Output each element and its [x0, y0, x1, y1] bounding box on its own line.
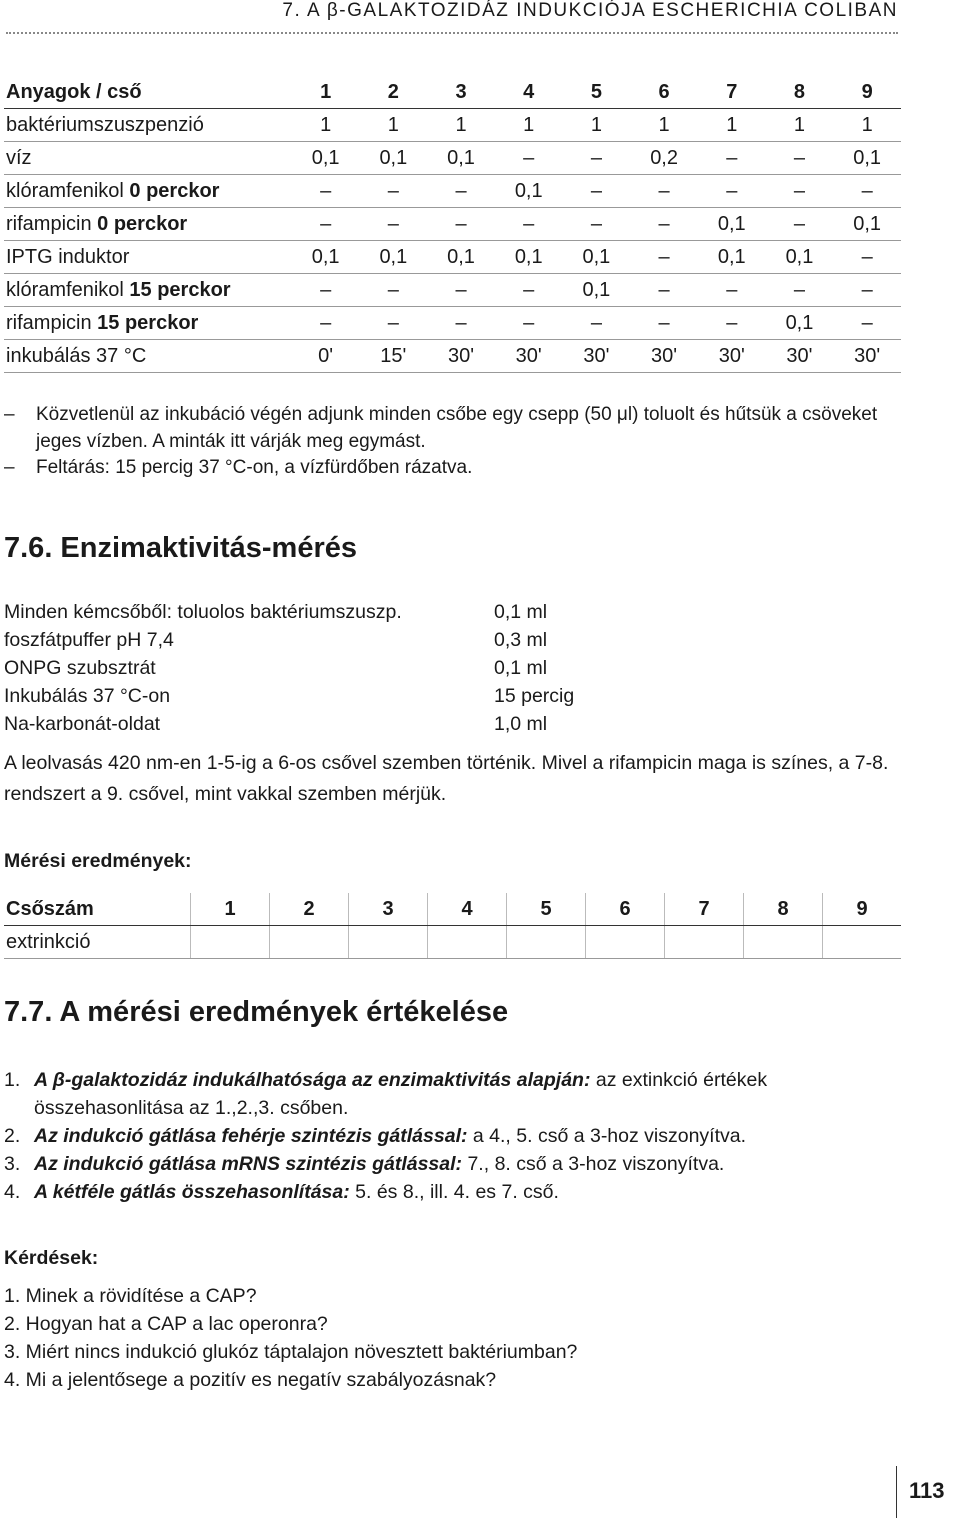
step-value: 0,1 ml — [494, 657, 548, 679]
evaluation-list — [4, 1066, 909, 1206]
row-label — [4, 241, 292, 274]
col-header: 9 — [833, 76, 901, 109]
item-bold-title: Az indukció gátlása mRNS szintézis gátlással: — [34, 1153, 463, 1175]
table-cell: – — [766, 274, 834, 307]
col-header: 9 — [823, 893, 902, 926]
step-label: Na-karbonát-oldat — [4, 713, 161, 735]
table-cell: – — [495, 208, 563, 241]
step-label: Minden kémcsőből: toluolos baktériumszuszp. — [4, 601, 402, 623]
table-cell: – — [292, 274, 360, 307]
note-text: Közvetlenül az inkubáció végén adjunk minden csőbe egy csepp (50 μl) toluolt és hűtsük a csöveket jeges vízben. A minták itt várják meg egymást. — [36, 404, 878, 452]
item-bold-title: A kétféle gátlás összehasonlítása: — [34, 1181, 350, 1203]
question-item: 3. Miért nincs indukció glukóz táptalajon növesztett baktériumban? — [4, 1341, 578, 1363]
row-label-text: klóramfenikol — [6, 179, 130, 202]
table-cell: – — [360, 208, 428, 241]
item-bold-title: Az indukció gátlása fehérje szintézis gátlással: — [34, 1125, 468, 1147]
row-label-text: rifampicin — [6, 212, 98, 235]
table-cell: 0,2 — [630, 142, 698, 175]
table-row — [4, 241, 901, 274]
table-cell: 1 — [766, 109, 834, 142]
evaluation-item — [4, 1150, 909, 1178]
step-value: 0,3 ml — [494, 629, 548, 651]
procedure-notes — [4, 402, 904, 482]
table-header-row — [4, 76, 901, 109]
table-row — [4, 926, 901, 959]
table-cell: – — [766, 208, 834, 241]
item-bold-title: A β-galaktozidáz indukálhatósága az enzimaktivitás alapján: — [34, 1069, 591, 1091]
step-label: Inkubálás 37 °C-on — [4, 685, 171, 707]
row-label-text: inkubálás 37 °C — [6, 344, 147, 367]
table-cell: 0,1 — [427, 142, 495, 175]
row-label-text: IPTG induktor — [6, 245, 130, 268]
questions-heading: Kérdések: — [4, 1247, 99, 1269]
table-cell: – — [833, 307, 901, 340]
row-label-text: klóramfenikol — [6, 278, 130, 301]
col-header: 4 — [428, 893, 507, 926]
table-cell: – — [495, 307, 563, 340]
table-cell: 0,1 — [833, 208, 901, 241]
table-cell: – — [427, 307, 495, 340]
evaluation-item — [4, 1066, 909, 1122]
row-label: extrinkció — [4, 926, 191, 959]
results-heading: Mérési eredmények: — [4, 850, 192, 872]
table-cell: – — [766, 142, 834, 175]
dash-bullet: – — [4, 457, 15, 478]
table-cell: – — [630, 208, 698, 241]
table-cell: 30' — [630, 340, 698, 373]
question-item: 4. Mi a jelentősege a pozitív es negatív szabályozásnak? — [4, 1369, 497, 1391]
table-cell: – — [292, 175, 360, 208]
table-cell: – — [427, 208, 495, 241]
row-label-bold: 0 perckor — [129, 179, 220, 202]
table-cell: 0,1 — [292, 142, 360, 175]
table-cell: – — [495, 142, 563, 175]
table-cell: – — [427, 274, 495, 307]
item-number: 3. — [4, 1153, 21, 1175]
table-cell: – — [698, 307, 766, 340]
table-cell: – — [360, 175, 428, 208]
row-label — [4, 208, 292, 241]
table-cell: – — [563, 175, 631, 208]
table-row — [4, 142, 901, 175]
col-header: 3 — [349, 893, 428, 926]
table-cell: 0,1 — [360, 241, 428, 274]
table-row — [4, 340, 901, 373]
row-label — [4, 307, 292, 340]
table-cell: – — [698, 175, 766, 208]
table-cell: – — [630, 307, 698, 340]
item-text: a 4., 5. cső a 3-hoz viszonyítva. — [467, 1125, 747, 1147]
table-cell: 1 — [833, 109, 901, 142]
table-cell: 1 — [427, 109, 495, 142]
table-cell: 0,1 — [833, 142, 901, 175]
table-cell: 0,1 — [766, 241, 834, 274]
table-cell: – — [833, 241, 901, 274]
table-cell: – — [698, 142, 766, 175]
table-cell: – — [563, 208, 631, 241]
table-cell: – — [630, 241, 698, 274]
table-cell: 0,1 — [427, 241, 495, 274]
enzyme-step — [4, 710, 548, 738]
step-label: ONPG szubsztrát — [4, 657, 156, 679]
table-cell: 1 — [630, 109, 698, 142]
result-cell — [428, 926, 507, 959]
table-cell: – — [427, 175, 495, 208]
row-label — [4, 175, 292, 208]
table-cell: – — [698, 274, 766, 307]
page-number: 113 — [909, 1478, 945, 1503]
table-cell: 1 — [360, 109, 428, 142]
col-header: 2 — [360, 76, 428, 109]
step-value: 1,0 ml — [494, 713, 548, 735]
row-label-text: baktériumszuszpenzió — [6, 113, 204, 136]
item-number: 2. — [4, 1125, 21, 1147]
table-cell: – — [630, 175, 698, 208]
col-header: 4 — [495, 76, 563, 109]
reagents-table — [4, 76, 901, 373]
dash-bullet: – — [4, 404, 15, 425]
table-cell: 0,1 — [495, 175, 563, 208]
row-label — [4, 340, 292, 373]
result-cell — [270, 926, 349, 959]
table-cell: – — [360, 307, 428, 340]
item-text: az extinkció értékek összehasonlitása az 1.,2.,3. csőben. — [34, 1069, 768, 1119]
table-cell: 30' — [698, 340, 766, 373]
row-label — [4, 142, 292, 175]
table-cell: – — [292, 208, 360, 241]
table-header-label: Csőszám — [4, 893, 191, 926]
evaluation-item — [4, 1122, 909, 1150]
row-label-text: rifampicin — [6, 311, 98, 334]
enzyme-step — [4, 682, 575, 710]
table-cell: – — [630, 274, 698, 307]
table-cell: 0,1 — [292, 241, 360, 274]
col-header: 6 — [586, 893, 665, 926]
item-text: 5. és 8., ill. 4. es 7. cső. — [349, 1181, 559, 1203]
table-cell: 30' — [495, 340, 563, 373]
table-row — [4, 307, 901, 340]
result-cell — [191, 926, 270, 959]
enzyme-step — [4, 626, 548, 654]
table-cell: 0,1 — [766, 307, 834, 340]
page-number-box — [896, 1466, 959, 1518]
row-label-bold: 15 perckor — [97, 311, 199, 334]
col-header: 7 — [665, 893, 744, 926]
table-cell: 1 — [292, 109, 360, 142]
col-header: 6 — [630, 76, 698, 109]
table-header-row — [4, 893, 901, 926]
table-cell: 0,1 — [698, 208, 766, 241]
table-cell: 0,1 — [495, 241, 563, 274]
result-cell — [586, 926, 665, 959]
item-number: 4. — [4, 1181, 21, 1203]
enzyme-step — [4, 598, 548, 626]
table-cell: 0,1 — [360, 142, 428, 175]
row-label-text: víz — [6, 146, 32, 169]
running-header: 7. A β-GALAKTOZIDÁZ INDUKCIÓJA ESCHERICHIA COLIBAN — [282, 0, 898, 21]
enzyme-steps — [4, 598, 575, 738]
table-cell: – — [563, 142, 631, 175]
table-cell: 30' — [766, 340, 834, 373]
header-divider — [6, 32, 898, 34]
table-row — [4, 208, 901, 241]
table-header-label: Anyagok / cső — [4, 76, 292, 109]
item-text: 7., 8. cső a 3-hoz viszonyítva. — [462, 1153, 725, 1175]
table-cell: – — [766, 175, 834, 208]
table-cell: – — [360, 274, 428, 307]
result-cell — [507, 926, 586, 959]
table-row — [4, 274, 901, 307]
result-cell — [665, 926, 744, 959]
col-header: 1 — [292, 76, 360, 109]
col-header: 7 — [698, 76, 766, 109]
enzyme-step — [4, 654, 548, 682]
table-row — [4, 175, 901, 208]
note-item — [4, 455, 904, 482]
table-cell: 0,1 — [698, 241, 766, 274]
reading-paragraph: A leolvasás 420 nm-en 1-5-ig a 6-os csővel szemben történik. Mivel a rifampicin maga is színes, a 7-8. rendszert a 9. csővel, mint vakkal szemben mérjük. — [4, 752, 889, 805]
col-header: 8 — [744, 893, 823, 926]
table-cell: – — [833, 175, 901, 208]
result-cell — [823, 926, 902, 959]
table-cell: – — [563, 307, 631, 340]
step-value: 15 percig — [494, 685, 575, 707]
col-header: 5 — [563, 76, 631, 109]
table-cell: – — [833, 274, 901, 307]
table-cell: 30' — [427, 340, 495, 373]
row-label — [4, 274, 292, 307]
results-table — [4, 893, 901, 959]
table-cell: 30' — [833, 340, 901, 373]
col-header: 5 — [507, 893, 586, 926]
table-cell: – — [495, 274, 563, 307]
question-item: 2. Hogyan hat a CAP a lac operonra? — [4, 1313, 328, 1335]
table-cell: 0,1 — [563, 241, 631, 274]
note-text: Feltárás: 15 percig 37 °C-on, a vízfürdőben rázatva. — [36, 457, 473, 478]
table-cell: 1 — [495, 109, 563, 142]
table-cell: 1 — [698, 109, 766, 142]
note-item — [4, 402, 904, 455]
col-header: 1 — [191, 893, 270, 926]
table-cell: 1 — [563, 109, 631, 142]
questions-section — [4, 1244, 577, 1394]
step-value: 0,1 ml — [494, 601, 548, 623]
row-label-bold: 15 perckor — [129, 278, 231, 301]
item-number: 1. — [4, 1069, 21, 1091]
table-cell: 30' — [563, 340, 631, 373]
table-cell: – — [292, 307, 360, 340]
col-header: 3 — [427, 76, 495, 109]
step-label: foszfátpuffer pH 7,4 — [4, 629, 174, 651]
col-header: 2 — [270, 893, 349, 926]
section-heading-7-6: 7.6. Enzimaktivitás-mérés — [4, 532, 358, 564]
question-item: 1. Minek a rövidítése a CAP? — [4, 1285, 257, 1307]
result-cell — [744, 926, 823, 959]
table-cell: 0,1 — [563, 274, 631, 307]
table-row — [4, 109, 901, 142]
section-heading-7-7: 7.7. A mérési eredmények értékelése — [4, 996, 509, 1028]
col-header: 8 — [766, 76, 834, 109]
result-cell — [349, 926, 428, 959]
row-label-bold: 0 perckor — [97, 212, 188, 235]
row-label — [4, 109, 292, 142]
table-cell: 0' — [292, 340, 360, 373]
evaluation-item — [4, 1178, 909, 1206]
table-cell: 15' — [360, 340, 428, 373]
